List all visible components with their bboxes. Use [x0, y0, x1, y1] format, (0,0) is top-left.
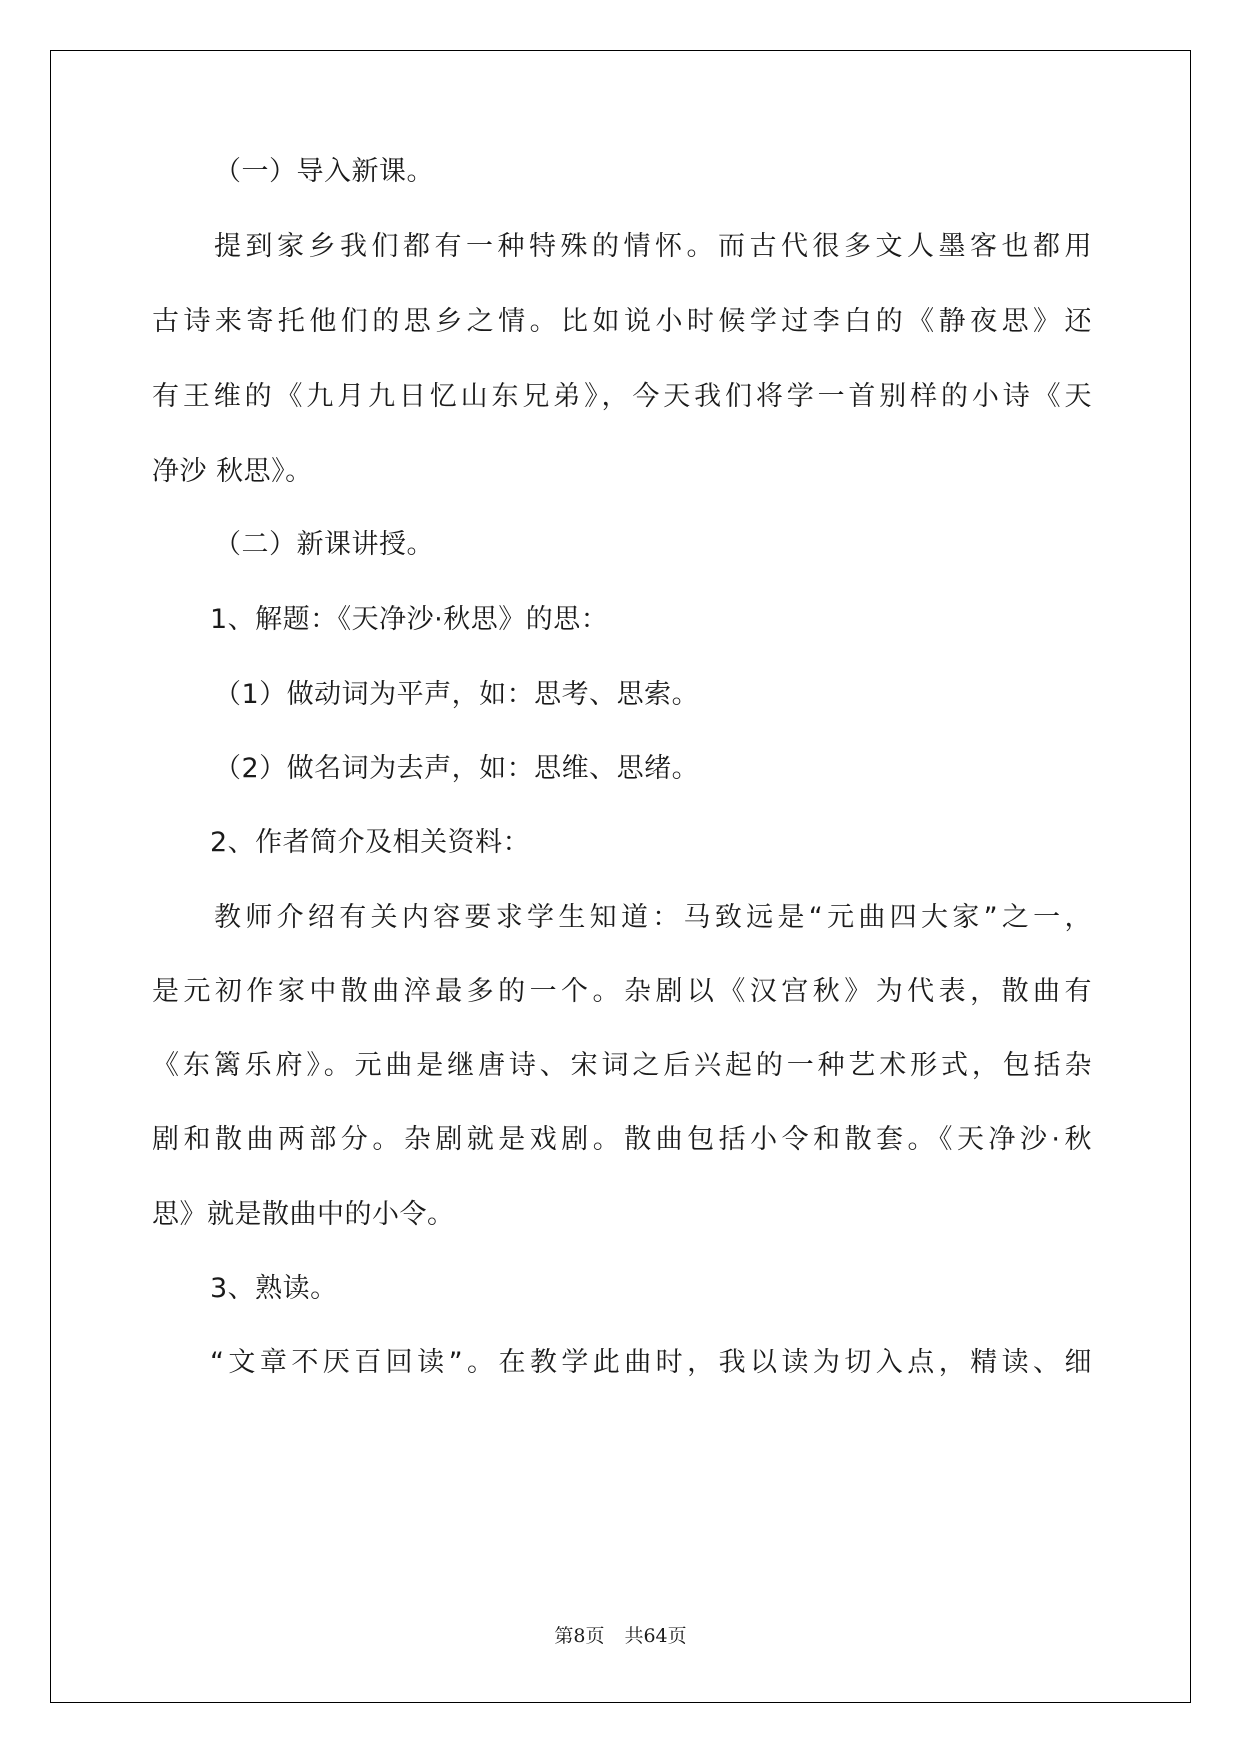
list-item-author-intro: 2、作者简介及相关资料：	[210, 827, 531, 858]
page-footer	[0, 1624, 1241, 1648]
paragraph-line: 有王维的《九月九日忆山东兄弟》，今天我们将学一首别样的小诗《天	[152, 381, 1092, 412]
paragraph-line: 古诗来寄托他们的思乡之情。比如说小时候学过李白的《静夜思》还	[152, 306, 1092, 337]
page-border	[50, 50, 1191, 1703]
paragraph-line: 《东篱乐府》。元曲是继唐诗、宋词之后兴起的一种艺术形式，包括杂	[152, 1050, 1092, 1081]
page-number: 第8页	[554, 1625, 605, 1647]
paragraph-line: 提到家乡我们都有一种特殊的情怀。而古代很多文人墨客也都用	[214, 231, 1092, 262]
paragraph-line: 教师介绍有关内容要求学生知道：马致远是“元曲四大家”之一，	[214, 902, 1092, 933]
section-heading-intro: （一）导入新课。	[214, 156, 434, 187]
paragraph-line: 净沙 秋思》。	[152, 456, 313, 487]
paragraph-line: 剧和散曲两部分。杂剧就是戏剧。散曲包括小令和散套。《天净沙·秋	[152, 1124, 1092, 1155]
paragraph-line: 是元初作家中散曲淬最多的一个。杂剧以《汉宫秋》为代表，散曲有	[152, 976, 1092, 1007]
page-total: 共64页	[624, 1625, 687, 1647]
paragraph-line: 思》就是散曲中的小令。	[152, 1199, 455, 1230]
section-heading-lesson: （二）新课讲授。	[214, 529, 434, 560]
list-item-title-explanation: 1、解题：《天净沙·秋思》的思：	[210, 604, 609, 635]
list-item-reading: 3、熟读。	[210, 1273, 338, 1304]
list-item-verb-meaning: （1）做动词为平声，如：思考、思索。	[214, 679, 700, 710]
list-item-noun-meaning: （2）做名词为去声，如：思维、思绪。	[214, 753, 700, 784]
paragraph-line: “文章不厌百回读”。在教学此曲时，我以读为切入点，精读、细	[210, 1347, 1092, 1378]
